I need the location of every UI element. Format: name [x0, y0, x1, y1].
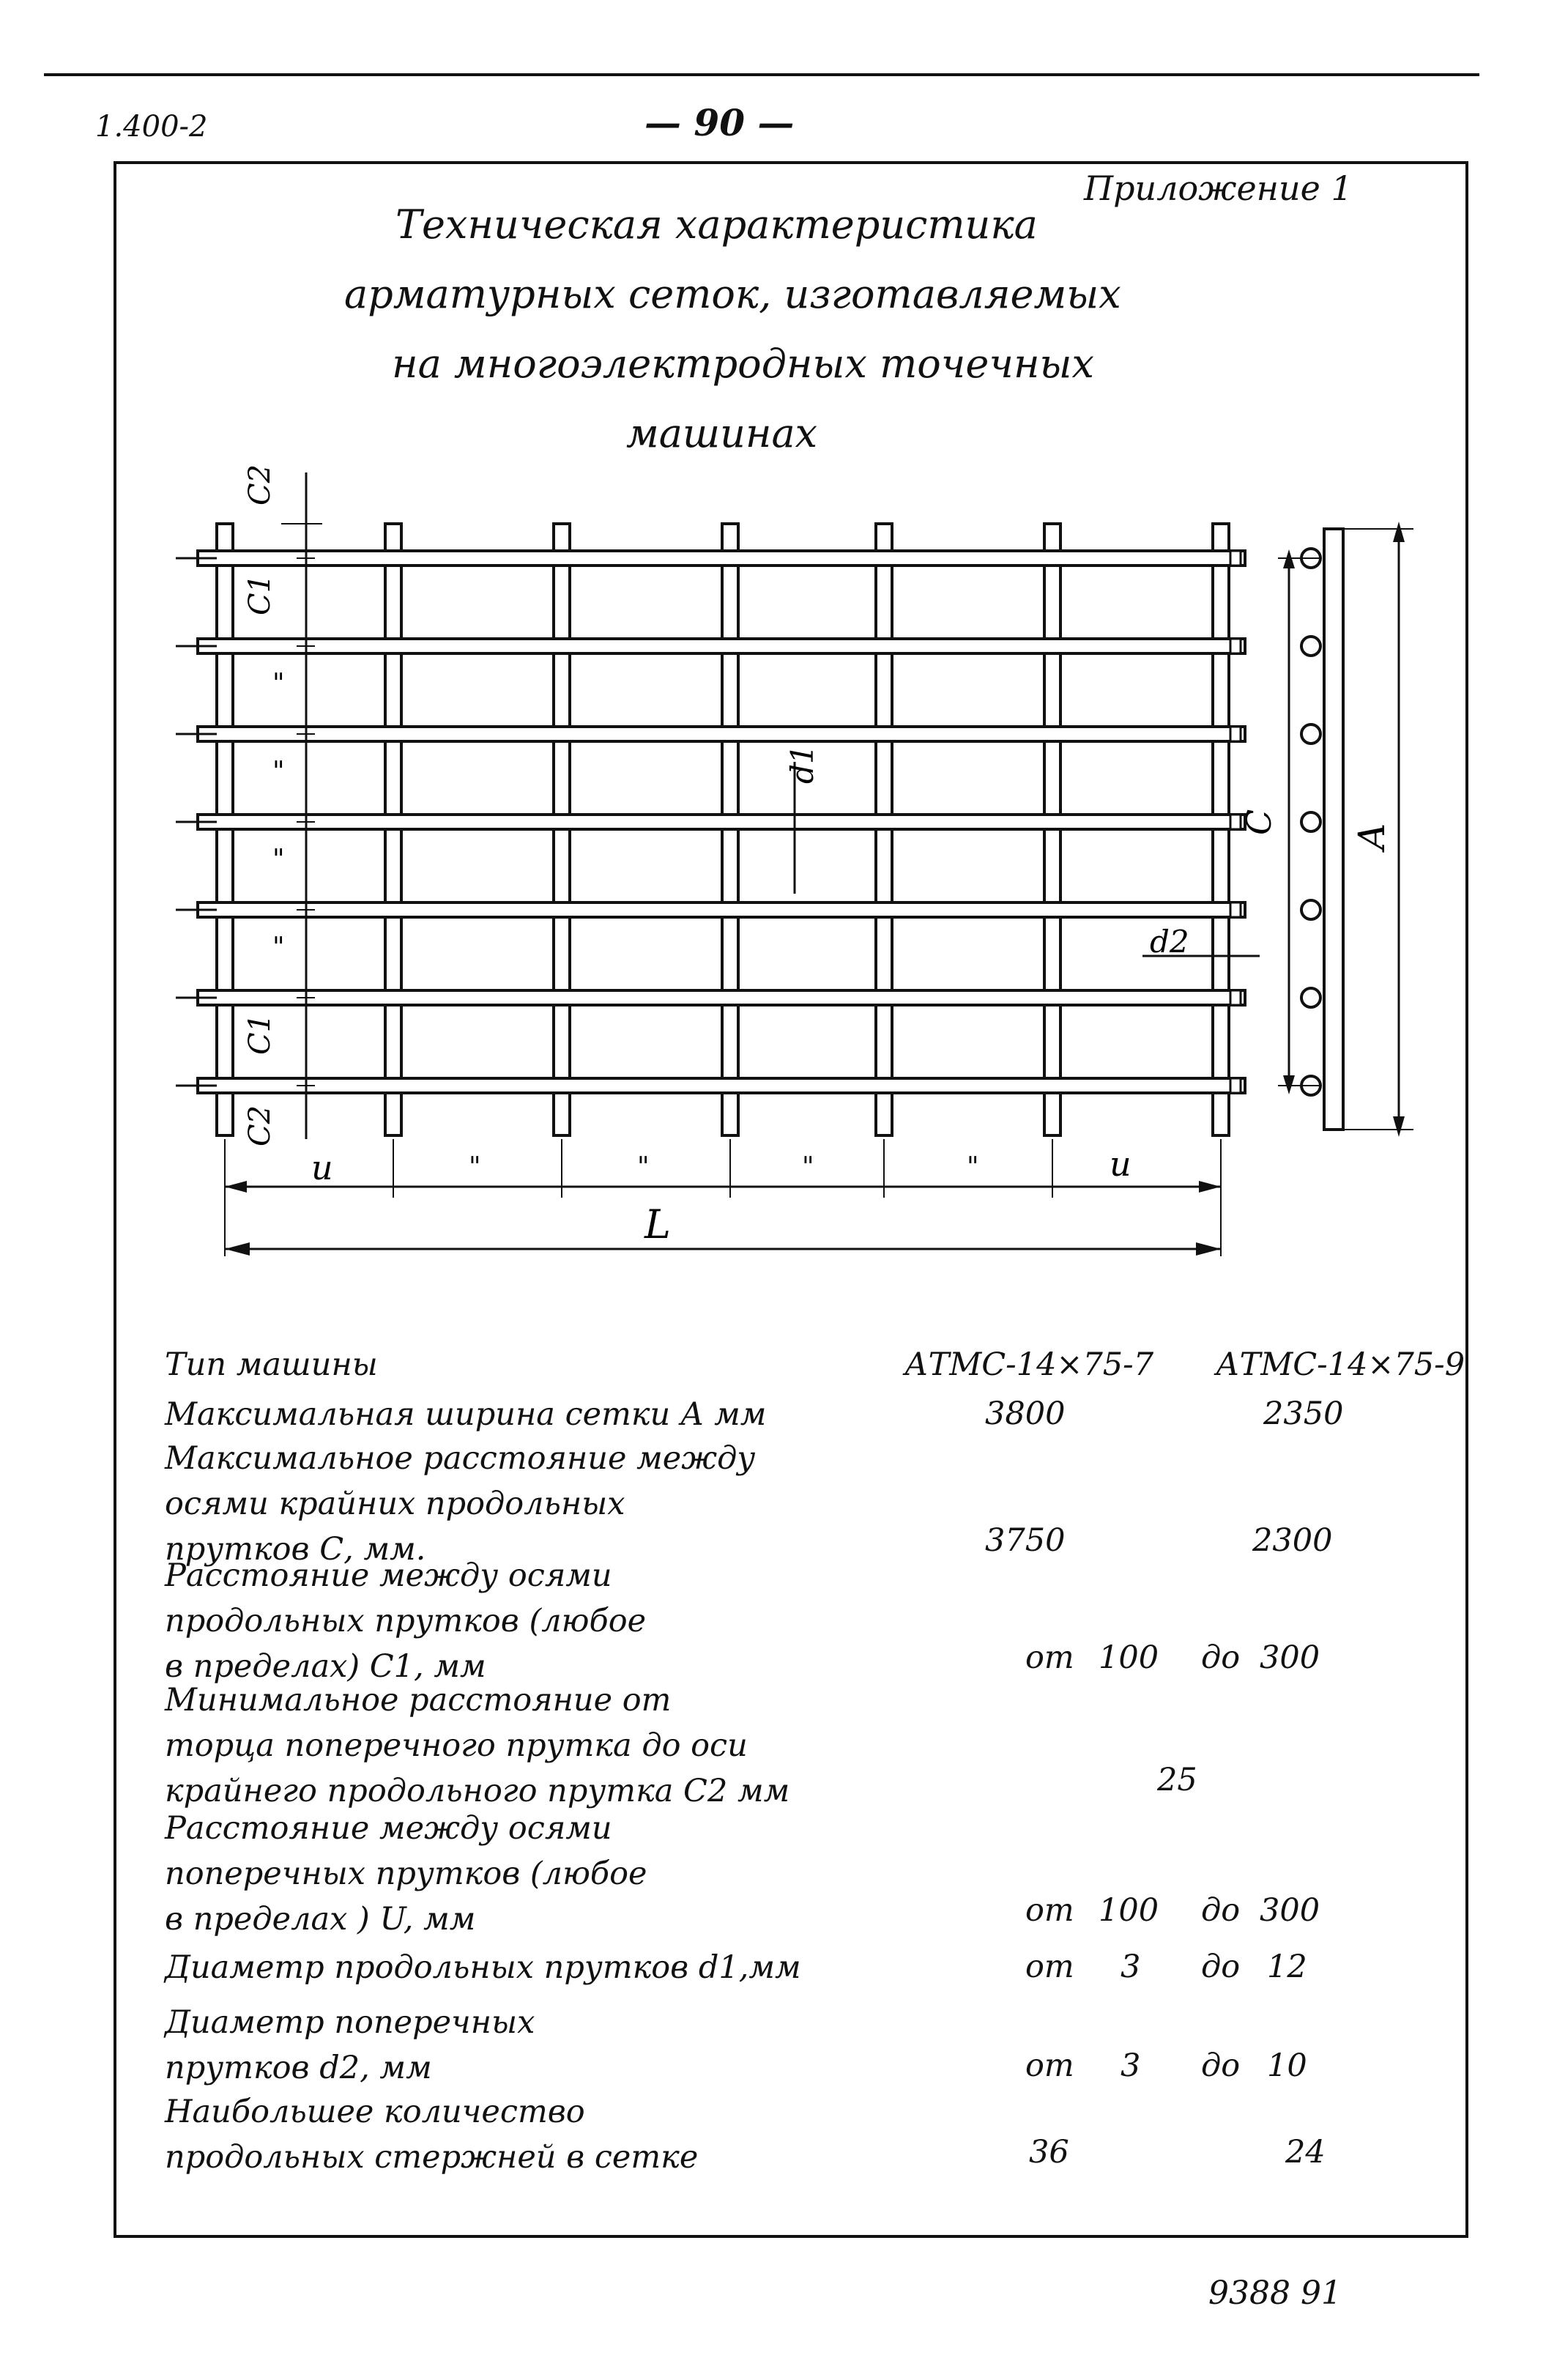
- footer-stamp: 9388 91: [1208, 2275, 1342, 2312]
- max-width-value-2: 2350: [1263, 1395, 1344, 1432]
- machine-type-col2: АТМС-14×75-9: [1216, 1346, 1465, 1383]
- max-width-value-1: 3800: [985, 1395, 1066, 1432]
- c1-range-from: от: [1025, 1639, 1074, 1676]
- u-left-label: u: [311, 1148, 333, 1187]
- u-range-min: 100: [1099, 1892, 1159, 1929]
- mesh-drawing: [0, 440, 1557, 1282]
- title-line-3: на многоэлектродных точечных: [392, 341, 1094, 387]
- page-number: — 90 —: [644, 101, 795, 144]
- d2-range-max: 10: [1267, 2047, 1307, 2084]
- max-count-value-2: 24: [1285, 2134, 1326, 2170]
- title-line-1: Техническая характеристика: [395, 201, 1038, 248]
- d1-range-from: от: [1025, 1949, 1074, 1985]
- title-line-2: арматурных сеток, изготавляемых: [344, 271, 1121, 317]
- top-rule: [44, 73, 1479, 76]
- c2-value: 25: [1157, 1762, 1197, 1798]
- c1-range-max: 300: [1260, 1639, 1320, 1676]
- u-right-label: u: [1110, 1144, 1131, 1184]
- ditto-mark: ": [272, 845, 285, 875]
- longitudinal-bar: [198, 1078, 1245, 1093]
- spec-row-max-width: Максимальная ширина сетки А мм: [165, 1396, 767, 1433]
- c-label: C: [1239, 809, 1279, 835]
- spec-row-d2: Диаметр поперечных прутков d2, мм: [165, 2004, 535, 2086]
- d1-range-to: до: [1201, 1949, 1241, 1985]
- u-range-to: до: [1201, 1892, 1241, 1929]
- longitudinal-bar: [198, 902, 1245, 917]
- d1-range-max: 12: [1267, 1949, 1307, 1985]
- c1-range-to: до: [1201, 1639, 1241, 1676]
- c2-bottom-label: C2: [243, 1105, 277, 1146]
- l-label: L: [644, 1201, 671, 1248]
- max-count-value-1: 36: [1029, 2134, 1069, 2170]
- ditto-mark: ": [272, 669, 285, 699]
- longitudinal-bar: [198, 639, 1245, 653]
- ditto-mark: ": [469, 1152, 481, 1182]
- spec-row-d1: Диаметр продольных прутков d1,мм: [165, 1949, 801, 1986]
- d1-label: d1: [784, 744, 820, 784]
- spec-row-max-count: Наибольшее количество продольных стержней в сетке: [165, 2094, 699, 2176]
- machine-type-col1: АТМС-14×75-7: [904, 1346, 1154, 1383]
- d2-label: d2: [1150, 924, 1189, 960]
- longitudinal-bar: [198, 990, 1245, 1005]
- c1-top-label: C1: [243, 574, 277, 615]
- ditto-mark: ": [637, 1152, 650, 1182]
- c2-top-label: C2: [243, 464, 277, 505]
- side-view-rods: [1301, 549, 1320, 1095]
- appendix-label: Приложение 1: [1084, 168, 1353, 208]
- c1-bottom-label: C1: [243, 1013, 277, 1055]
- spec-row-c2: Минимальное расстояние от торца поперечного прутка до оси крайнего продольного прутка С2 мм: [165, 1682, 790, 1809]
- spec-row-u: Расстояние между осями поперечных прутков (любое в пределах ) U, мм: [165, 1810, 647, 1938]
- d2-range-to: до: [1201, 2047, 1241, 2084]
- max-c-value-2: 2300: [1252, 1522, 1333, 1559]
- ditto-mark: ": [272, 933, 285, 963]
- spec-row-c1: Расстояние между осями продольных прутков (любое в пределах) С1, мм: [165, 1557, 647, 1685]
- d1-range-min: 3: [1121, 1949, 1141, 1985]
- longitudinal-bar: [198, 551, 1245, 566]
- a-label: A: [1350, 823, 1393, 850]
- d2-range-from: от: [1025, 2047, 1074, 2084]
- u-range-from: от: [1025, 1892, 1074, 1929]
- spec-row-max-c: Максимальное расстояние между осями крайних продольных прутков С, мм.: [165, 1440, 756, 1568]
- side-view-bar: [1324, 529, 1343, 1130]
- ditto-mark: ": [272, 757, 285, 787]
- longitudinal-bar: [198, 727, 1245, 741]
- c1-range-min: 100: [1099, 1639, 1159, 1676]
- title-line-4: машинах: [626, 410, 818, 456]
- ditto-mark: ": [967, 1152, 979, 1182]
- u-range-max: 300: [1260, 1892, 1320, 1929]
- longitudinal-bar: [198, 815, 1245, 829]
- document-code: 1.400-2: [95, 110, 208, 144]
- d2-range-min: 3: [1121, 2047, 1141, 2084]
- ditto-mark: ": [802, 1152, 814, 1182]
- max-c-value-1: 3750: [985, 1522, 1066, 1559]
- machine-type-label: Тип машины: [165, 1346, 378, 1383]
